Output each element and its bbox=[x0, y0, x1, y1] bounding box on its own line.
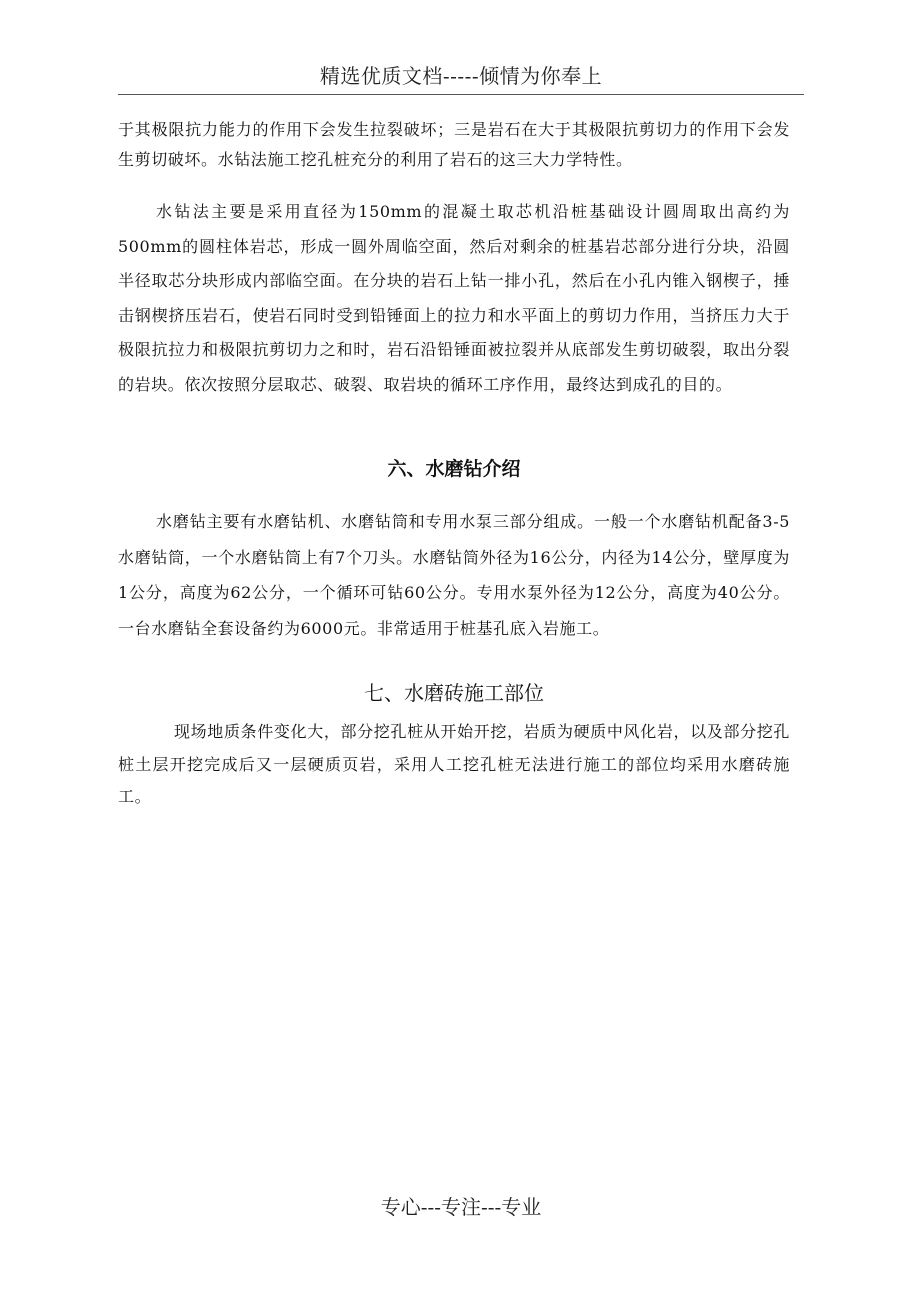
paragraph-construction-location bbox=[118, 716, 790, 814]
section-heading-6: 六、水磨钻介绍 bbox=[387, 458, 521, 480]
page-header: 精选优质文档-----倾情为你奉上 bbox=[319, 64, 603, 88]
paragraph-text: 水钻法主要是采用直径为150mm的混凝土取芯机沿桩基础设计圆周取出高约为500mm的圆柱体岩芯，形成一圆外周临空面，然后对剩余的桩基岩芯部分进行分块，沿圆半径取芯分块形成内部临空面。在分块的岩石上钻一排小孔，然后在小孔内锥入钢楔子，捶击钢楔挤压岩石，使岩石同时受到铅锤面上的拉力和水平面上的剪切力作用，当挤压力大于极限抗拉力和极限抗剪切力之和时，岩石沿铅锤面被拉裂并从底部发生剪切破裂，取出分裂的岩块。依次按照分层取芯、破裂、取岩块的循环工序作用，最终达到成孔的目的。 bbox=[118, 202, 790, 394]
paragraph-continued bbox=[118, 115, 790, 175]
paragraph-text: 于其极限抗力能力的作用下会发生拉裂破坏；三是岩石在大于其极限抗剪切力的作用下会发生剪切破坏。水钻法施工挖孔桩充分的利用了岩石的这三大力学特性。 bbox=[118, 120, 790, 169]
header-divider bbox=[118, 94, 804, 95]
paragraph-text: 水磨钻主要有水磨钻机、水磨钻筒和专用水泵三部分组成。一般一个水磨钻机配备3-5水磨钻筒，一个水磨钻筒上有7个刀头。水磨钻筒外径为16公分，内径为14公分，壁厚度为1公分，高度为62公分，一个循环可钻60公分。专用水泵外径为12公分，高度为40公分。一台水磨钻全套设备约为6000元。非常适用于桩基孔底入岩施工。 bbox=[118, 512, 790, 638]
paragraph-water-mill-drill-intro bbox=[118, 504, 790, 646]
paragraph-water-drill-method bbox=[118, 195, 790, 402]
section-heading-7: 七、水磨砖施工部位 bbox=[364, 681, 544, 705]
page-footer: 专心---专注---专业 bbox=[380, 1195, 542, 1219]
paragraph-text: 现场地质条件变化大，部分挖孔桩从开始开挖，岩质为硬质中风化岩，以及部分挖孔桩土层开挖完成后又一层硬质页岩，采用人工挖孔桩无法进行施工的部位均采用水磨砖施工。 bbox=[118, 722, 790, 806]
